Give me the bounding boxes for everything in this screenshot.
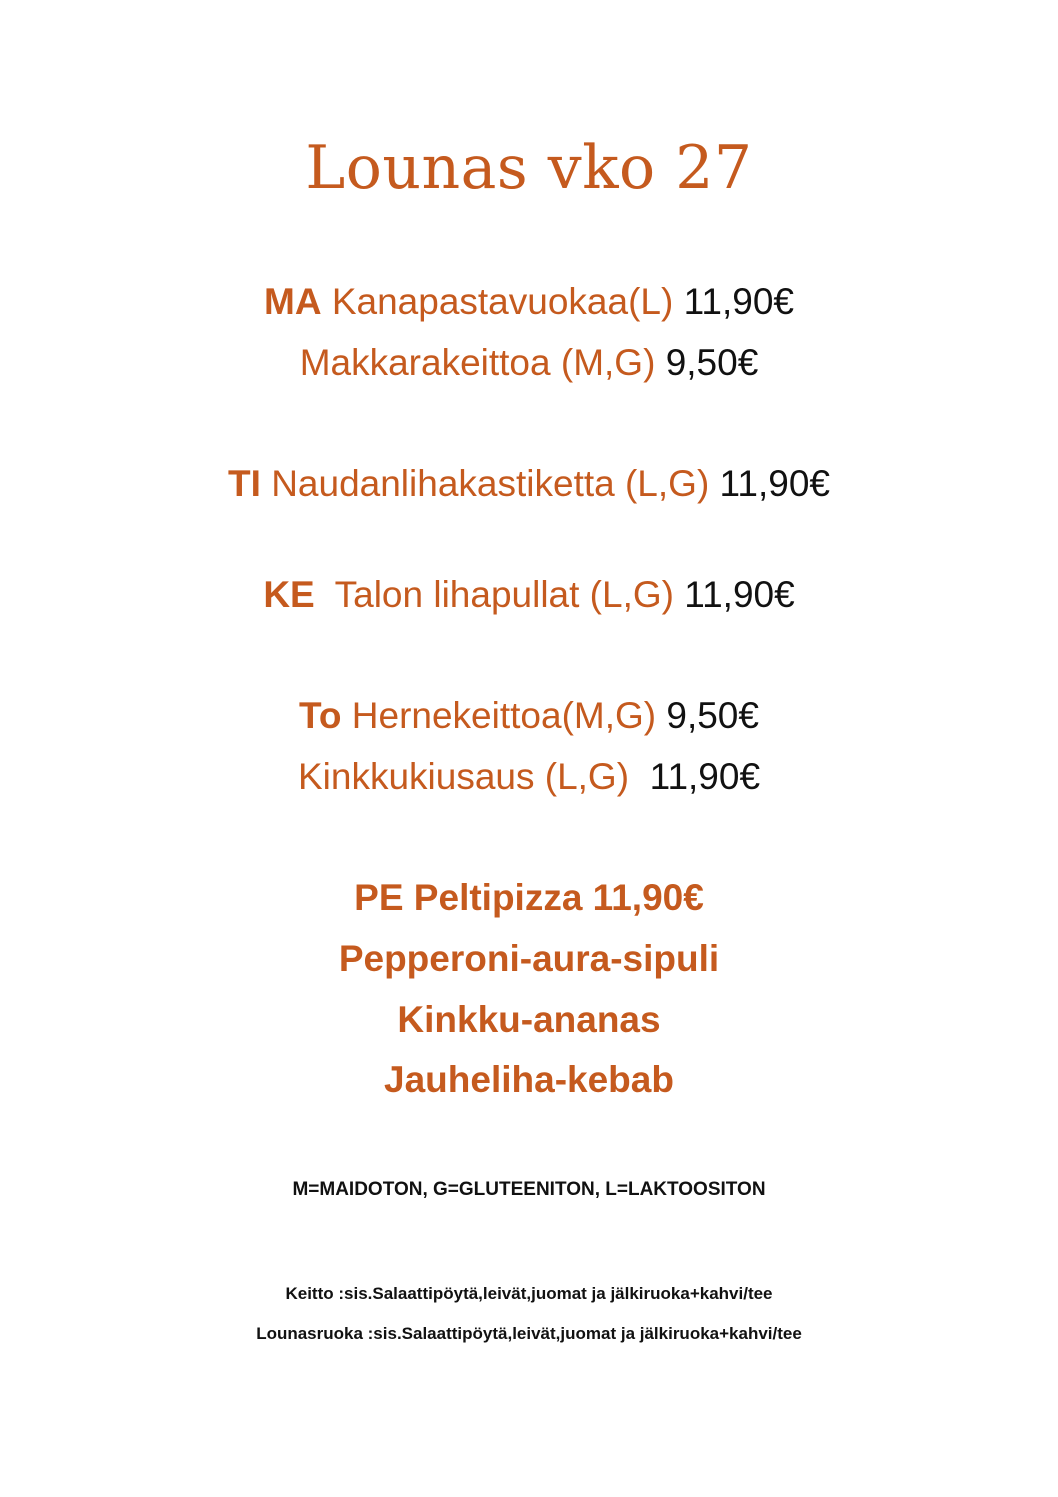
dish-price: 11,90€	[649, 756, 761, 797]
info-note: Keitto :sis.Salaattipöytä,leivät,juomat ja jälkiruoka+kahvi/tee	[285, 1284, 773, 1303]
page-title: Lounas vko 27	[305, 133, 753, 203]
pizza-option: Jauheliha-kebab	[384, 1059, 674, 1100]
day-label-ti: TI	[228, 463, 261, 504]
day-label-ke: KE	[263, 574, 315, 615]
dish-name: Hernekeittoa(M,G)	[351, 695, 657, 736]
day-label-to: To	[299, 695, 342, 736]
dish-price: 11,90€	[719, 463, 830, 504]
pizza-heading: PE Peltipizza 11,90€	[354, 877, 704, 918]
info-note: Lounasruoka :sis.Salaattipöytä,leivät,juomat ja jälkiruoka+kahvi/tee	[256, 1324, 802, 1343]
pizza-option: Pepperoni-aura-sipuli	[338, 938, 720, 979]
menu-line-ma	[0, 279, 1058, 325]
menu-line-to	[0, 693, 1058, 739]
dish-name: Kanapastavuokaa(L)	[331, 281, 674, 322]
day-label-ma: MA	[264, 281, 322, 322]
menu-line-ma-2	[0, 340, 1058, 386]
menu-line-ke	[0, 572, 1058, 618]
dish-price: 11,90€	[683, 281, 794, 322]
menu-line-to-2	[0, 754, 1058, 800]
dish-price: 9,50€	[666, 695, 759, 736]
pizza-option: Kinkku-ananas	[397, 999, 661, 1040]
dish-name: Makkarakeittoa (M,G)	[299, 342, 656, 383]
dish-name: Naudanlihakastiketta (L,G)	[271, 463, 710, 504]
dish-price: 9,50€	[665, 342, 759, 383]
diet-legend: M=MAIDOTON, G=GLUTEENITON, L=LAKTOOSITON	[292, 1179, 766, 1200]
dish-price: 11,90€	[684, 574, 795, 615]
dish-name: Talon lihapullat (L,G)	[334, 574, 674, 615]
menu-line-ti	[0, 461, 1058, 507]
dish-name: Kinkkukiusaus (L,G)	[297, 756, 630, 797]
